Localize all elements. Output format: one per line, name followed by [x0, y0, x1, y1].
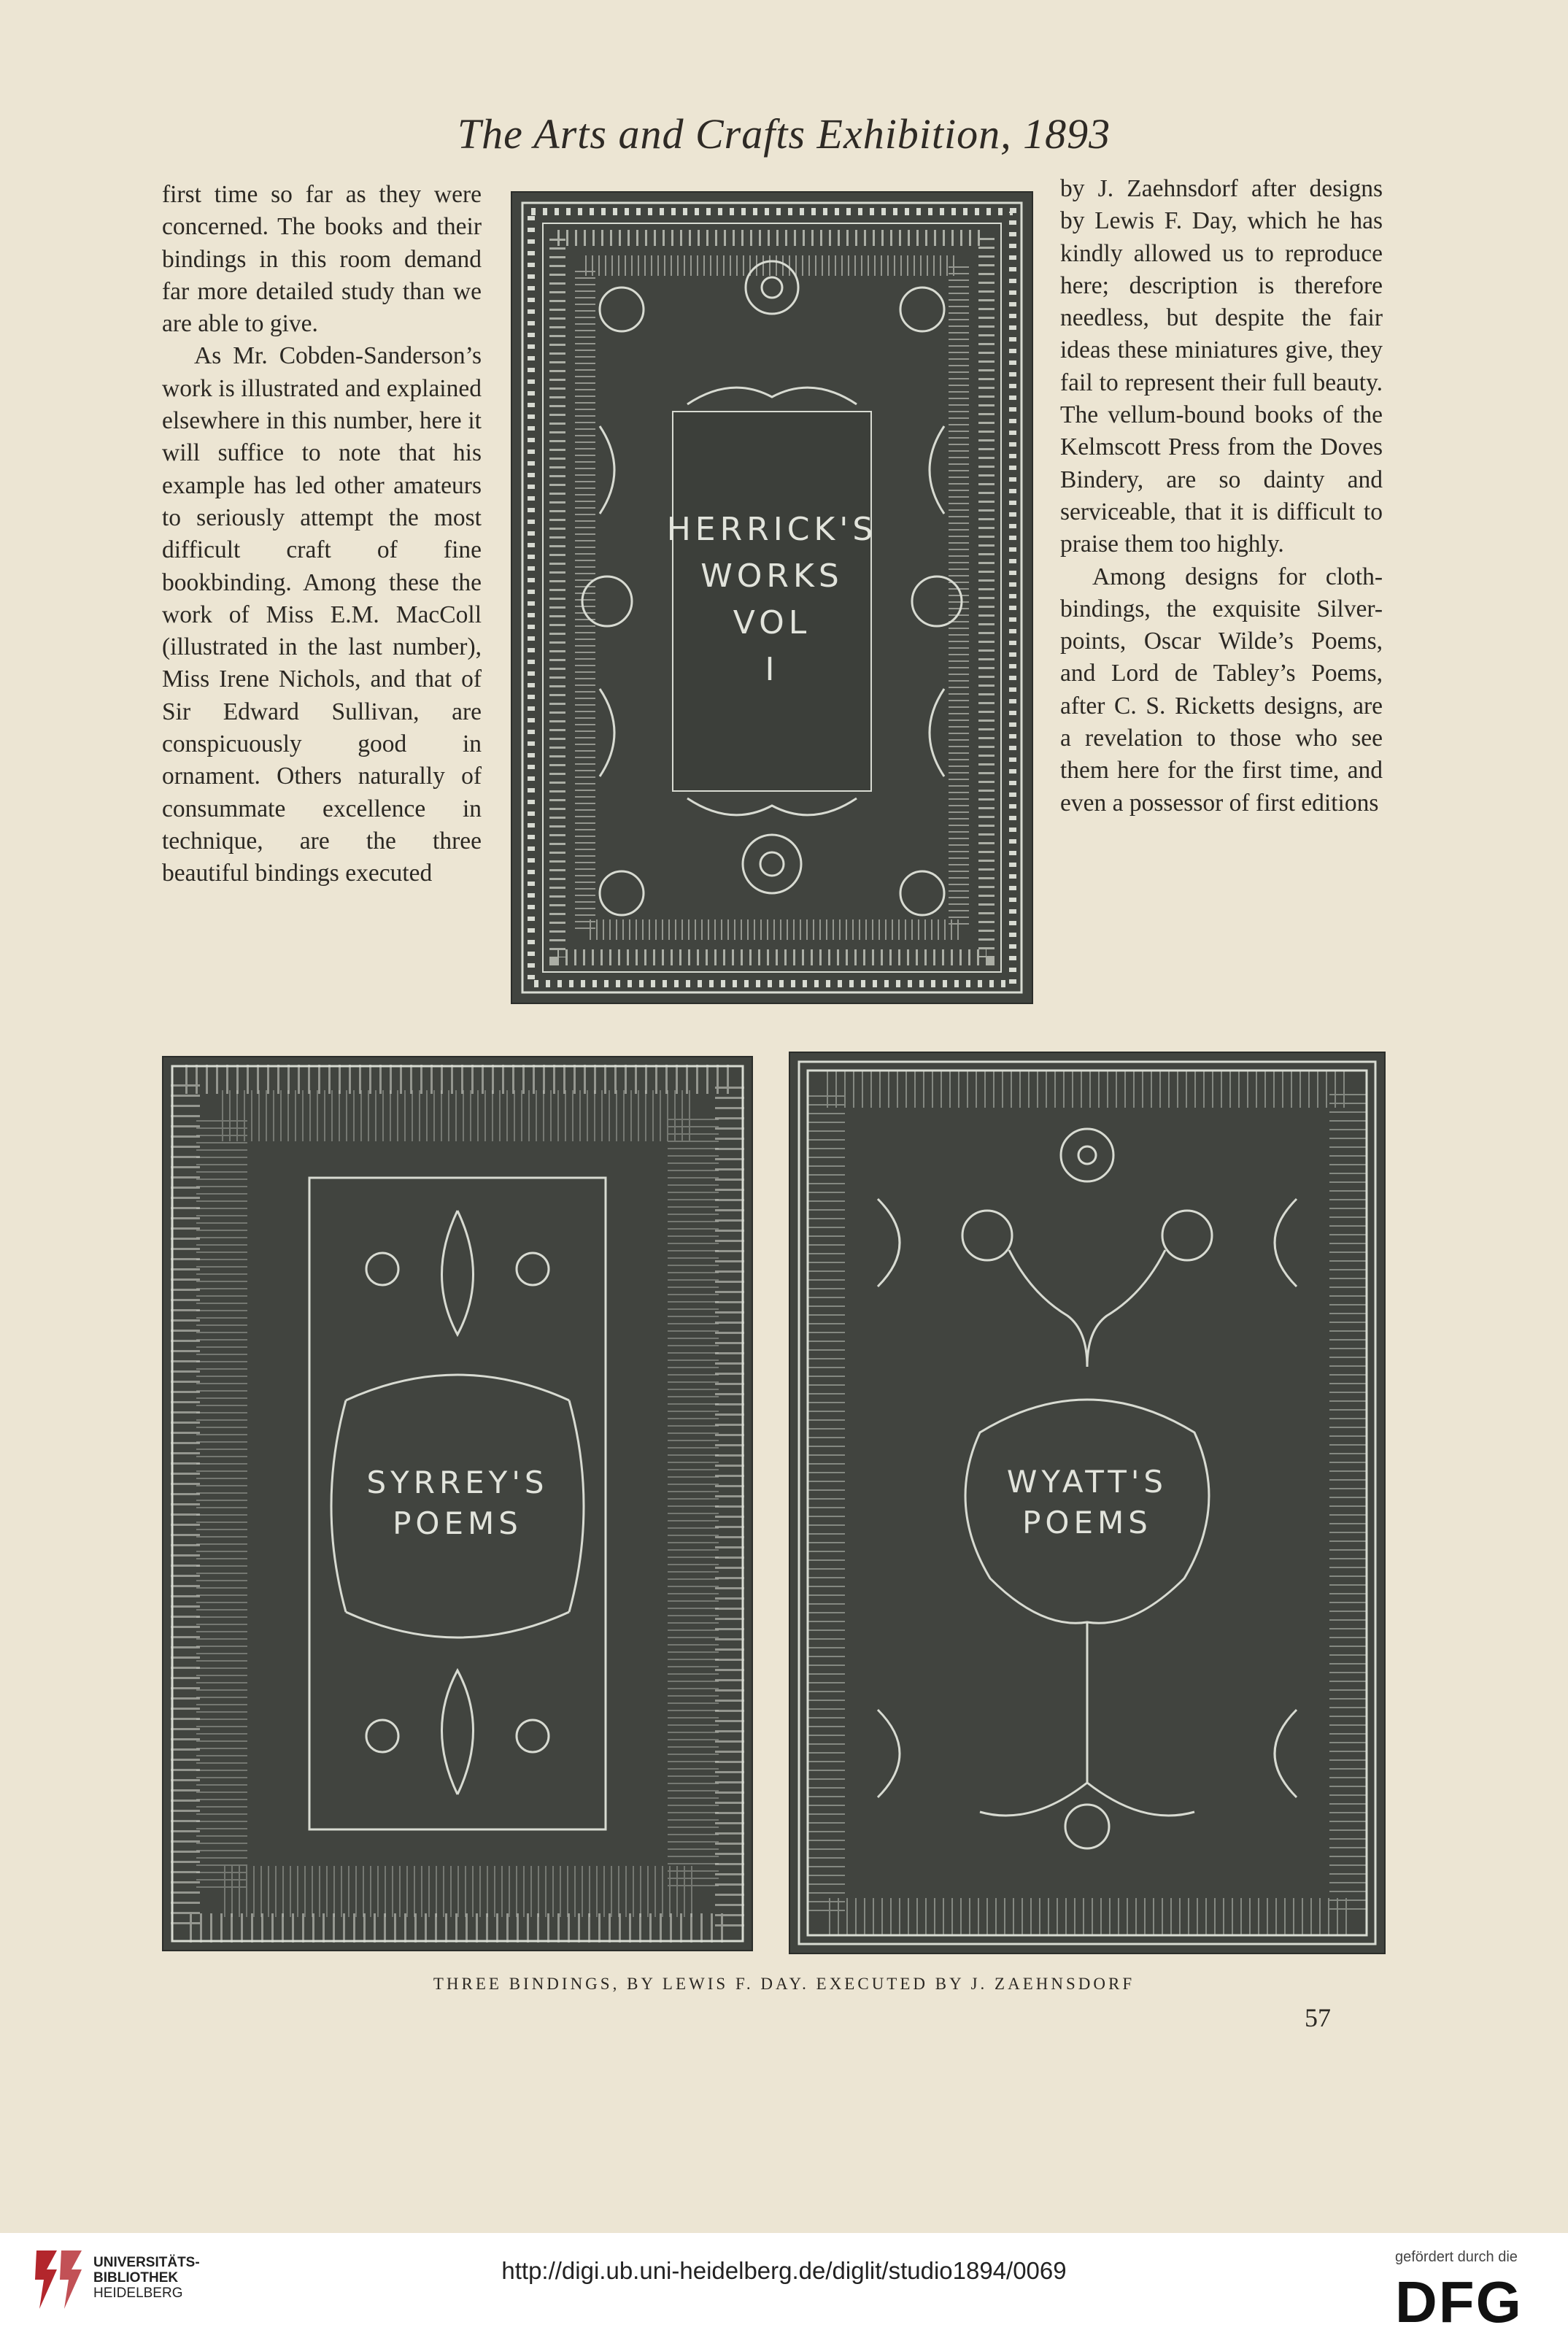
left-text-column — [162, 179, 482, 890]
page-number: 57 — [1305, 2003, 1331, 2032]
library-line-1: UNIVERSITÄTS- — [93, 2255, 200, 2270]
figure-caption: THREE BINDINGS, BY LEWIS F. DAY. EXECUTED BY J. ZAEHNSDORF — [433, 1975, 1135, 1993]
running-head: The Arts and Crafts Exhibition, 1893 — [457, 110, 1111, 158]
left-paragraph-2: As Mr. Cobden-Sanderson’s work is illustrated and explained elsewhere in this number, here it will suffice to note that his example has led other amateurs to seriously attempt the most difficult craft of fine bookbinding. Among these the work of Miss E.M. MacColl (illustrated in the last number), Miss Irene Nichols, and that of Sir Edward Sullivan, are conspicuously good in ornament. Others naturally of consummate excellence in technique, are the three beautiful bindings executed — [162, 342, 482, 887]
right-paragraph-1: by J. Zaehnsdorf after designs by Lewis F. Day, which he has kindly allowed us to reproduce here; description is therefore needless, but despite the fair ideas these miniatures give, they fail to represent their full beauty. The vellum-bound books of the Kelmscott Press from the Doves Bindery, are so dainty and serviceable, that it is difficult to praise them too highly. — [1060, 175, 1383, 558]
herrick-binding-image — [511, 191, 1033, 1004]
funder-label: gefördert durch die — [1395, 2249, 1518, 2265]
library-line-3: HEIDELBERG — [93, 2286, 183, 2301]
wyatt-binding-image — [789, 1052, 1386, 1954]
right-text-column — [1060, 173, 1383, 819]
syrrey-cover-title: SYRREY'S POEMS — [366, 1465, 549, 1541]
left-paragraph-1: first time so far as they were concerned. The books and their bindings in this room demand far more detailed study than we are able to give. — [162, 181, 482, 338]
source-url-link[interactable]: http://digi.ub.uni-heidelberg.de/diglit/studio1894/0069 — [501, 2257, 1067, 2284]
wyatt-cover-title: WYATT'S POEMS — [1006, 1464, 1168, 1540]
dfg-logo[interactable]: DFG — [1395, 2269, 1523, 2334]
library-line-2: BIBLIOTHEK — [93, 2270, 179, 2286]
right-paragraph-2: Among designs for cloth-bindings, the exquisite Silver-points, Oscar Wilde’s Poems, and Lord de Tabley’s Poems, after C. S. Ricketts designs, are a revelation to those who see them here for the first time, and even a possessor of first editions — [1060, 563, 1383, 817]
herrick-cover-title: HERRICK'S WORKS VOL I — [666, 511, 878, 688]
syrrey-binding-image — [162, 1056, 753, 1951]
